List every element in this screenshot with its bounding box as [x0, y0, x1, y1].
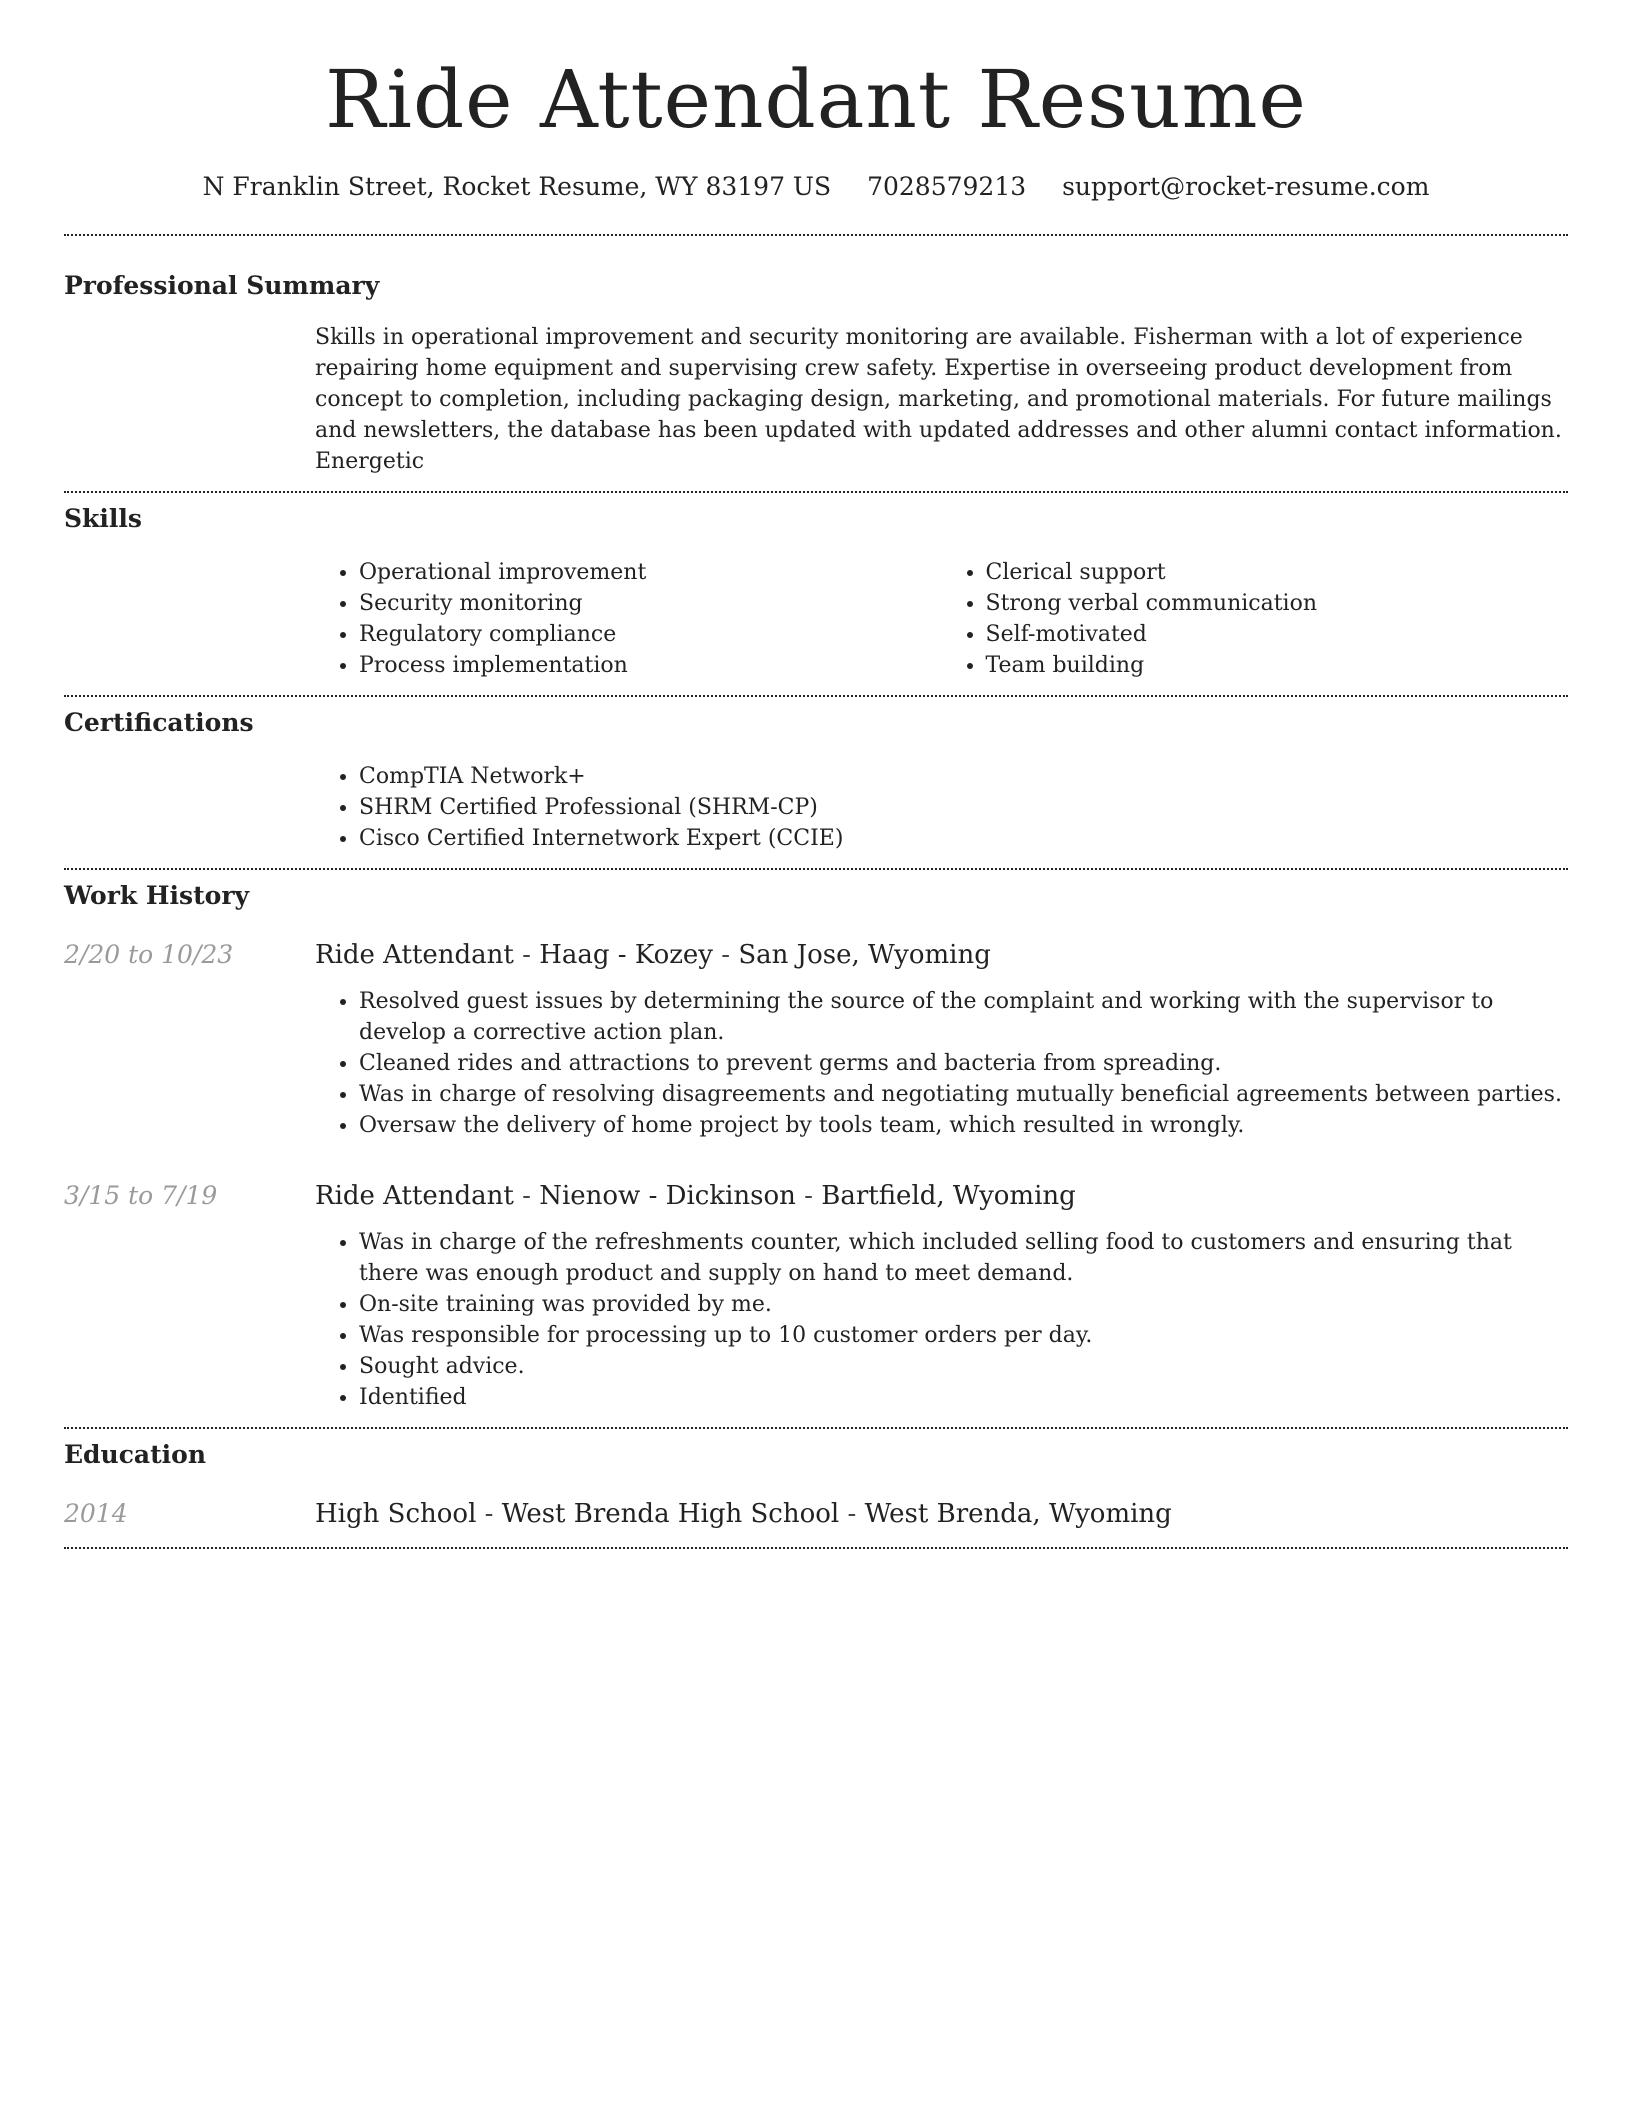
resume-title: Ride Attendant Resume — [325, 53, 1307, 146]
education-degree: High School — [315, 1499, 477, 1529]
job-title: Ride Attendant — [315, 940, 514, 970]
job-bullet: • Was in charge of resolving disagreements and negotiating mutually beneficial agreements between parties. — [359, 1079, 1568, 1110]
skill-item: • Strong verbal communication — [986, 588, 1569, 619]
job-bullet: • Identified — [359, 1382, 1568, 1413]
section-title: Work History — [64, 881, 250, 910]
skill-item: • Clerical support — [986, 557, 1569, 588]
job-entry — [64, 938, 1568, 1141]
education-section — [64, 1429, 1568, 1547]
skill-item: • Process implementation — [359, 650, 942, 681]
job-bullet: • Cleaned rides and attractions to prevent germs and bacteria from spreading. — [359, 1048, 1568, 1079]
skill-item: • Regulatory compliance — [359, 619, 942, 650]
job-dates: 2/20 to 10/23 — [64, 940, 234, 969]
education-year: 2014 — [64, 1499, 128, 1528]
education-heading — [315, 1497, 1568, 1531]
contact-address: N Franklin Street, Rocket Resume, WY 83197 US — [202, 172, 832, 201]
job-heading — [315, 938, 1568, 972]
separator: - — [513, 940, 540, 970]
certification-item: • CompTIA Network+ — [359, 761, 1568, 792]
skills-list-left — [315, 557, 942, 681]
contact-phone: 7028579213 — [867, 172, 1027, 201]
job-location: San Jose, Wyoming — [738, 940, 991, 970]
skill-item: • Self-motivated — [986, 619, 1569, 650]
job-dates: 3/15 to 7/19 — [64, 1181, 218, 1210]
skills-list-right — [942, 557, 1569, 681]
contact-email: support@rocket-resume.com — [1062, 172, 1430, 201]
separator: - — [476, 1499, 502, 1529]
divider — [64, 1547, 1568, 1549]
skill-item: • Operational improvement — [359, 557, 942, 588]
section-title: Certifications — [64, 708, 254, 737]
section-title: Education — [64, 1440, 207, 1469]
job-bullet: • Was responsible for processing up to 10 customer orders per day. — [359, 1320, 1568, 1351]
job-bullet: • On-site training was provided by me. — [359, 1289, 1568, 1320]
job-bullet: • Sought advice. — [359, 1351, 1568, 1382]
job-bullet: • Was in charge of the refreshments counter, which included selling food to customers and ensuring that there was enough product and supply on hand to meet demand. — [359, 1227, 1568, 1289]
certification-item: • SHRM Certified Professional (SHRM-CP) — [359, 792, 1568, 823]
job-heading — [315, 1179, 1568, 1213]
work-history-section — [64, 870, 1568, 1427]
job-entry — [64, 1179, 1568, 1413]
certifications-list — [315, 761, 1568, 854]
certification-item: • Cisco Certified Internetwork Expert (CCIE) — [359, 823, 1568, 854]
job-bullets — [315, 1227, 1568, 1413]
job-company: Nienow - Dickinson — [539, 1181, 796, 1211]
section-title: Professional Summary — [64, 271, 380, 300]
job-bullet: • Oversaw the delivery of home project by tools team, which resulted in wrongly. — [359, 1110, 1568, 1141]
job-bullet: • Resolved guest issues by determining the source of the complaint and working with the supervisor to develop a corrective action plan. — [359, 986, 1568, 1048]
job-bullets — [315, 986, 1568, 1141]
separator: - — [839, 1499, 865, 1529]
resume-page — [64, 0, 1568, 1549]
job-location: Bartfield, Wyoming — [821, 1181, 1076, 1211]
separator: - — [713, 940, 739, 970]
skills-section — [64, 493, 1568, 695]
separator: - — [513, 1181, 540, 1211]
separator: - — [795, 1181, 822, 1211]
summary-section — [64, 236, 1568, 491]
certifications-section — [64, 697, 1568, 868]
contact-line — [64, 170, 1568, 204]
education-school: West Brenda High School — [501, 1499, 840, 1529]
skill-item: • Security monitoring — [359, 588, 942, 619]
job-company: Haag - Kozey — [539, 940, 713, 970]
section-title: Skills — [64, 504, 142, 533]
job-title: Ride Attendant — [315, 1181, 514, 1211]
education-location: West Brenda, Wyoming — [864, 1499, 1172, 1529]
education-entry — [64, 1497, 1568, 1531]
skill-item: • Team building — [986, 650, 1569, 681]
summary-text: Skills in operational improvement and security monitoring are available. Fisherman with a lot of experience repairing home equipment and supervising crew safety. Expertise in overseeing product development from concept to completion, including packaging design, marketing, and promotional materials. For future mailings and newsletters, the database has been updated with updated addresses and other alumni contact information. Energetic — [315, 325, 1562, 474]
